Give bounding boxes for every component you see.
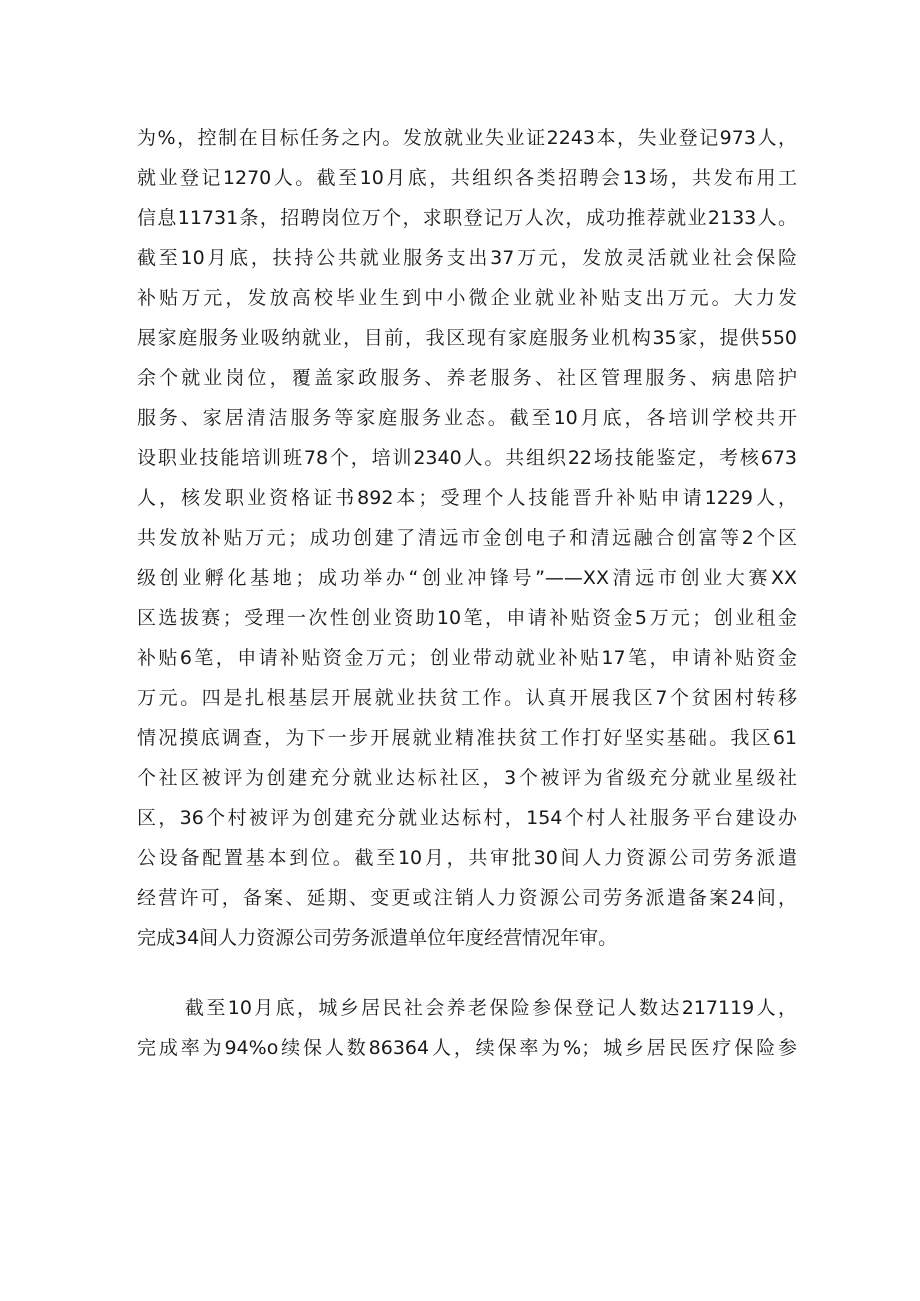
text-line: 信息11731条，招聘岗位万个，求职登记万人次，成功推荐就业2133人。 xyxy=(137,207,797,229)
text-line: 人，核发职业资格证书892本；受理个人技能晋升补贴申请1229人， xyxy=(137,487,797,509)
text-line: 设职业技能培训班78个，培训2340人。共组织22场技能鉴定，考核673 xyxy=(137,447,797,469)
text-line: 就业登记1270人。截至10月底，共组织各类招聘会13场，共发布用工 xyxy=(137,167,797,189)
text-line: 区，36个村被评为创建充分就业达标村，154个村人社服务平台建设办 xyxy=(137,807,797,829)
text-line: 完成率为94%o续保人数86364人，续保率为%；城乡居民医疗保险参 xyxy=(137,1037,797,1059)
text-line: 级创业孵化基地；成功举办“创业冲锋号”——XX清远市创业大赛XX xyxy=(137,567,797,589)
text-line: 补贴6笔，申请补贴资金万元；创业带动就业补贴17笔，申请补贴资金 xyxy=(137,647,797,669)
text-line: 共发放补贴万元；成功创建了清远市金创电子和清远融合创富等2个区 xyxy=(137,527,797,549)
text-line: 个社区被评为创建充分就业达标社区，3个被评为省级充分就业星级社 xyxy=(137,767,797,789)
text-line: 截至10月底，城乡居民社会养老保险参保登记人数达217119人， xyxy=(185,997,797,1019)
text-line: 万元。四是扎根基层开展就业扶贫工作。认真开展我区7个贫困村转移 xyxy=(137,687,797,709)
text-line: 展家庭服务业吸纳就业，目前，我区现有家庭服务业机构35家，提供550 xyxy=(137,327,797,349)
text-line: 完成34间人力资源公司劳务派遣单位年度经营情况年审。 xyxy=(137,927,618,949)
text-line: 补贴万元，发放高校毕业生到中小微企业就业补贴支出万元。大力发 xyxy=(137,287,797,309)
text-line: 情况摸底调查，为下一步开展就业精准扶贫工作打好坚实基础。我区61 xyxy=(137,727,797,749)
text-line: 公设备配置基本到位。截至10月，共审批30间人力资源公司劳务派遣 xyxy=(137,847,797,869)
text-line: 余个就业岗位，覆盖家政服务、养老服务、社区管理服务、病患陪护 xyxy=(137,367,797,389)
text-line: 为%，控制在目标任务之内。发放就业失业证2243本，失业登记973人， xyxy=(137,127,797,149)
text-line: 截至10月底，扶持公共就业服务支出37万元，发放灵活就业社会保险 xyxy=(137,247,797,269)
text-line: 经营许可，备案、延期、变更或注销人力资源公司劳务派遣备案24间， xyxy=(137,887,797,909)
text-line: 区选拔赛；受理一次性创业资助10笔，申请补贴资金5万元；创业租金 xyxy=(137,607,797,629)
text-line: 服务、家居清洁服务等家庭服务业态。截至10月底，各培训学校共开 xyxy=(137,407,797,429)
